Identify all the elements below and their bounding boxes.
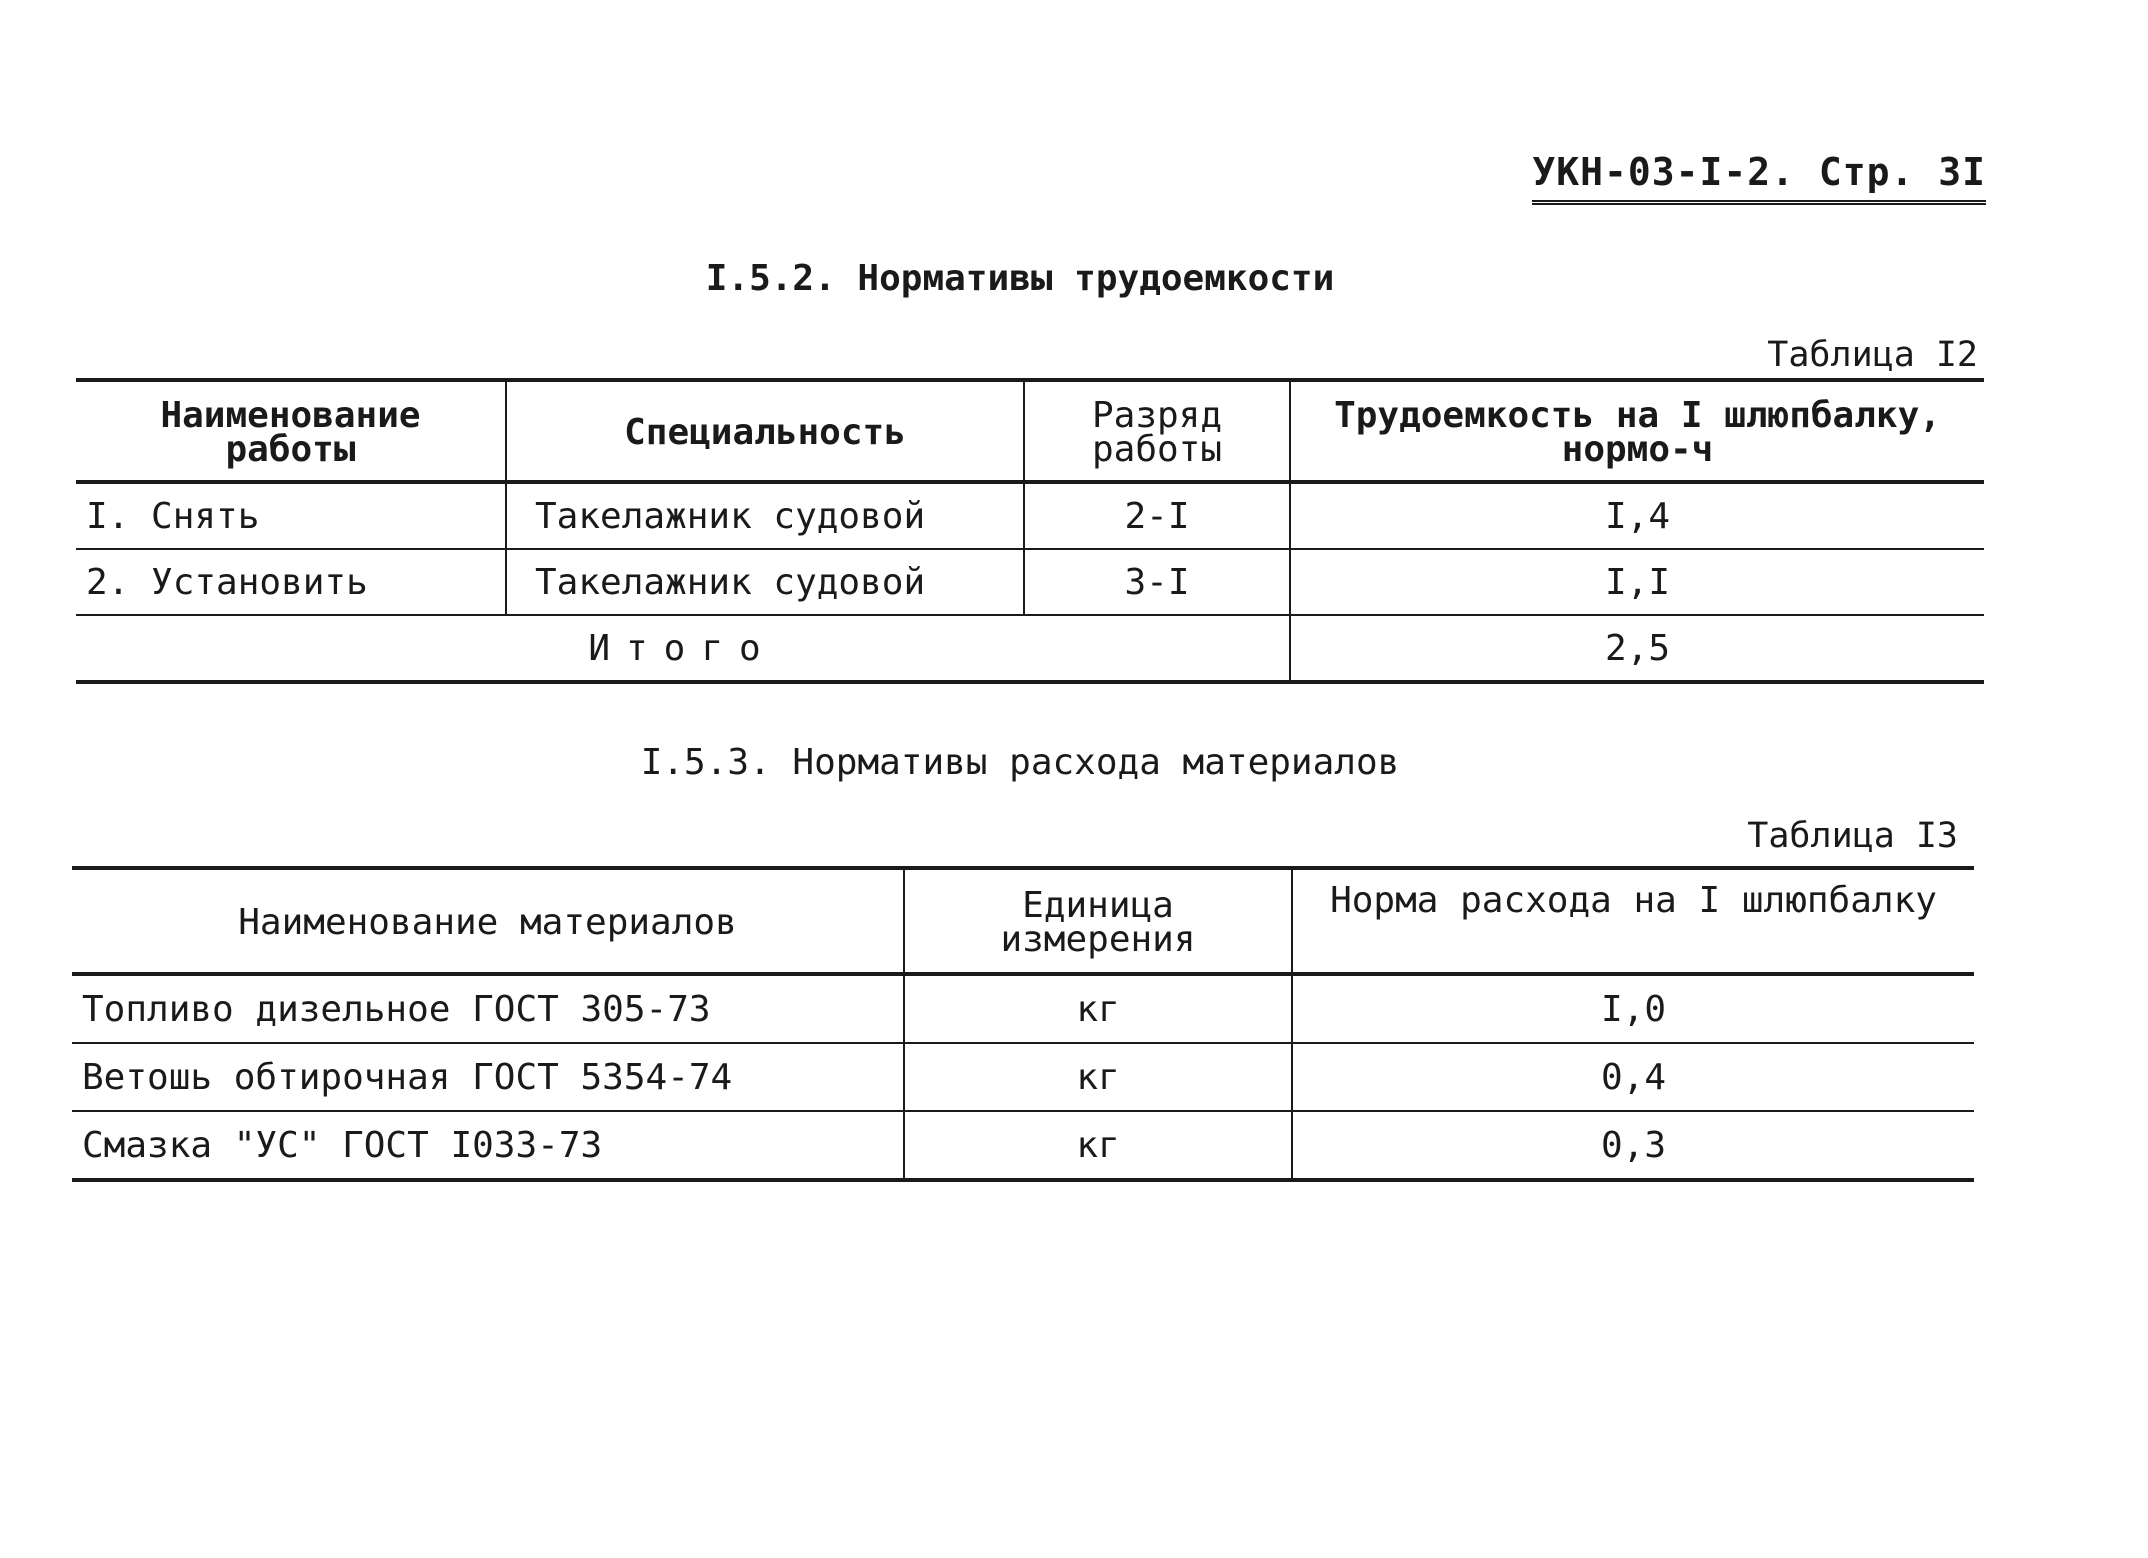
column-header-unit: Единица измерения [904,868,1292,974]
column-header-work-name: Наименование работы [76,380,506,482]
material-norms-table [72,866,1974,1182]
document-reference: УКН-03-I-2. Стр. 3I [1532,150,1986,205]
cell-work: I. Снять [76,482,506,549]
table-caption-13: Таблица I3 [1747,816,1958,856]
cell-material: Ветошь обтирочная ГОСТ 5354-74 [72,1043,904,1111]
total-label: Итого [76,615,1290,682]
cell-work: 2. Установить [76,549,506,615]
table-caption-12: Таблица I2 [1767,335,1978,375]
table-header-row [76,380,1984,482]
column-header-norm: Норма расхода на I шлюпбалку [1292,868,1974,974]
table-header-row [72,868,1974,974]
cell-unit: кг [904,1111,1292,1180]
cell-unit: кг [904,1043,1292,1111]
table-row [72,1111,1974,1180]
labor-norms-table [76,378,1984,684]
table-row [72,1043,1974,1111]
section-title-material-norms: I.5.3. Нормативы расхода материалов [640,742,1400,783]
cell-grade: 3-I [1024,549,1290,615]
column-header-grade: Разряд работы [1024,380,1290,482]
cell-specialty: Такелажник судовой [506,549,1024,615]
cell-norm: 0,4 [1292,1043,1974,1111]
cell-material: Смазка "УС" ГОСТ I033-73 [72,1111,904,1180]
cell-material: Топливо дизельное ГОСТ 305-73 [72,974,904,1043]
cell-labor: I,I [1290,549,1984,615]
column-header-specialty: Специальность [506,380,1024,482]
cell-norm: I,0 [1292,974,1974,1043]
column-header-labor: Трудоемкость на I шлюпбалку, нормо-ч [1290,380,1984,482]
total-value: 2,5 [1290,615,1984,682]
table-total-row [76,615,1984,682]
cell-norm: 0,3 [1292,1111,1974,1180]
cell-labor: I,4 [1290,482,1984,549]
table-row [76,549,1984,615]
cell-specialty: Такелажник судовой [506,482,1024,549]
cell-grade: 2-I [1024,482,1290,549]
table-row [72,974,1974,1043]
cell-unit: кг [904,974,1292,1043]
section-title-labor-norms: I.5.2. Нормативы трудоемкости [705,258,1335,299]
column-header-material: Наименование материалов [72,868,904,974]
table-row [76,482,1984,549]
